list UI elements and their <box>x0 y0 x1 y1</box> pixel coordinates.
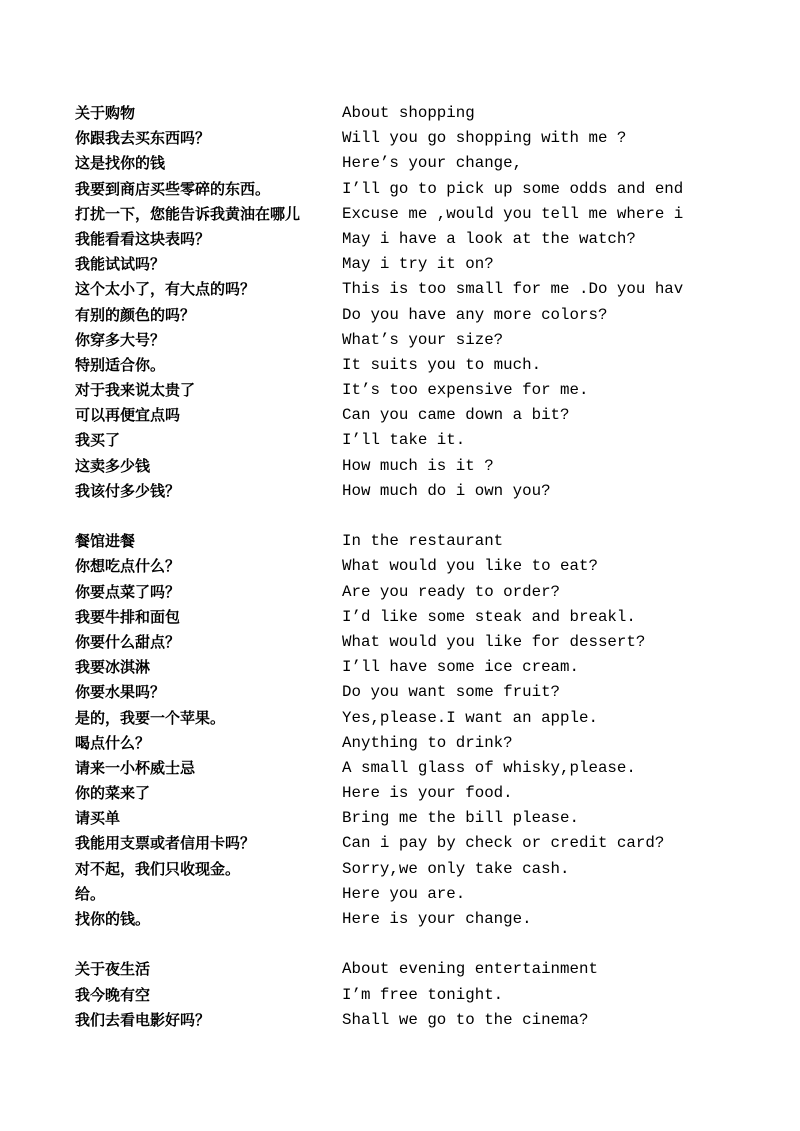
chinese-phrase: 这是找你的钱 <box>75 154 166 173</box>
english-phrase: How much is it ? <box>342 456 494 475</box>
chinese-phrase: 你要点菜了吗？ <box>75 582 181 601</box>
section-heading <box>75 957 685 982</box>
section-spacer <box>75 504 685 529</box>
chinese-phrase: 你跟我去买东西吗？ <box>75 129 211 148</box>
english-phrase: Here’s your change, <box>342 154 523 173</box>
chinese-phrase: 你穿多大号？ <box>75 330 166 349</box>
phrase-row <box>75 630 685 655</box>
english-phrase: How much do i own you? <box>342 481 551 500</box>
section-evening-entertainment <box>75 957 685 1033</box>
phrase-row <box>75 806 685 831</box>
english-phrase: It suits you to much. <box>342 355 542 374</box>
phrase-row <box>75 151 685 176</box>
english-heading: About shopping <box>342 104 475 122</box>
phrase-row <box>75 605 685 630</box>
english-phrase: Do you want some fruit? <box>342 683 561 702</box>
english-phrase: Sorry,we only take cash. <box>342 859 570 878</box>
chinese-heading: 关于购物 <box>75 104 136 122</box>
phrase-row <box>75 202 685 227</box>
section-heading <box>75 101 685 126</box>
phrase-row <box>75 403 685 428</box>
chinese-phrase: 我能用支票或者信用卡吗？ <box>75 834 256 853</box>
english-phrase: Are you ready to order? <box>342 582 561 601</box>
phrase-row <box>75 554 685 579</box>
phrase-row <box>75 126 685 151</box>
phrase-row <box>75 479 685 504</box>
phrase-row <box>75 857 685 882</box>
phrase-row <box>75 580 685 605</box>
english-phrase: I’m free tonight. <box>342 985 504 1004</box>
phrase-row <box>75 277 685 302</box>
phrase-row <box>75 831 685 856</box>
english-phrase: This is too small for me .Do you hav <box>342 280 684 299</box>
phrase-row <box>75 706 685 731</box>
phrase-row <box>75 252 685 277</box>
chinese-phrase: 我要到商店买些零碎的东西。 <box>75 179 271 198</box>
english-phrase: What would you like for dessert? <box>342 632 646 651</box>
phrase-row <box>75 454 685 479</box>
chinese-phrase: 你的菜来了 <box>75 784 151 803</box>
english-phrase: Bring me the bill please. <box>342 809 579 828</box>
english-phrase: May i have a look at the watch? <box>342 229 636 248</box>
english-phrase: What would you like to eat? <box>342 557 598 576</box>
phrase-row <box>75 1008 685 1033</box>
chinese-phrase: 特别适合你。 <box>75 355 166 374</box>
chinese-heading: 餐馆进餐 <box>75 532 136 551</box>
english-heading: In the restaurant <box>342 532 504 551</box>
phrase-row <box>75 781 685 806</box>
phrase-row <box>75 177 685 202</box>
section-heading <box>75 529 685 554</box>
chinese-phrase: 我要冰淇淋 <box>75 658 151 677</box>
english-phrase: I’ll take it. <box>342 431 466 450</box>
phrase-row <box>75 378 685 403</box>
english-phrase: Excuse me ,would you tell me where i <box>342 204 684 223</box>
chinese-phrase: 对于我来说太贵了 <box>75 381 196 400</box>
english-phrase: Do you have any more colors? <box>342 305 608 324</box>
chinese-phrase: 你要水果吗？ <box>75 683 166 702</box>
chinese-phrase: 我们去看电影好吗？ <box>75 1010 211 1029</box>
phrase-row <box>75 907 685 932</box>
chinese-phrase: 对不起，我们只收现金。 <box>75 859 241 878</box>
english-phrase: May i try it on? <box>342 255 494 274</box>
chinese-phrase: 我能看看这块表吗？ <box>75 229 211 248</box>
section-spacer <box>75 932 685 957</box>
chinese-phrase: 我今晚有空 <box>75 985 151 1004</box>
phrase-row <box>75 428 685 453</box>
phrase-list <box>75 101 685 1033</box>
phrase-row <box>75 680 685 705</box>
section-restaurant <box>75 529 685 932</box>
chinese-phrase: 可以再便宜点吗 <box>75 406 181 425</box>
english-phrase: Yes,please.I want an apple. <box>342 708 598 727</box>
phrase-row <box>75 227 685 252</box>
phrase-row <box>75 353 685 378</box>
chinese-phrase: 打扰一下，您能告诉我黄油在哪儿 <box>75 204 301 223</box>
chinese-phrase: 请来一小杯威士忌 <box>75 758 196 777</box>
phrase-row <box>75 731 685 756</box>
english-phrase: I’d like some steak and breakl. <box>342 607 636 626</box>
english-phrase: Can i pay by check or credit card? <box>342 834 665 853</box>
chinese-phrase: 这卖多少钱 <box>75 456 151 475</box>
chinese-phrase: 喝点什么？ <box>75 733 151 752</box>
chinese-phrase: 这个太小了，有大点的吗？ <box>75 280 256 299</box>
chinese-phrase: 是的，我要一个苹果。 <box>75 708 226 727</box>
chinese-phrase: 你想吃点什么？ <box>75 557 181 576</box>
phrase-row <box>75 882 685 907</box>
chinese-phrase: 我要牛排和面包 <box>75 607 181 626</box>
english-phrase: Will you go shopping with me ? <box>342 129 627 148</box>
section-shopping <box>75 101 685 504</box>
english-phrase: Here is your food. <box>342 784 513 803</box>
english-phrase: Here you are. <box>342 884 466 903</box>
chinese-phrase: 给。 <box>75 884 106 903</box>
chinese-phrase: 有别的颜色的吗？ <box>75 305 196 324</box>
chinese-phrase: 我该付多少钱？ <box>75 481 181 500</box>
chinese-phrase: 找你的钱。 <box>75 910 151 928</box>
phrase-row <box>75 328 685 353</box>
english-phrase: Anything to drink? <box>342 733 513 752</box>
chinese-phrase: 我买了 <box>75 431 121 450</box>
english-heading: About evening entertainment <box>342 960 598 979</box>
english-phrase: What’s your size? <box>342 330 504 349</box>
english-phrase: Here is your change. <box>342 910 532 928</box>
phrase-row <box>75 756 685 781</box>
chinese-phrase: 我能试试吗？ <box>75 255 166 274</box>
chinese-phrase: 请买单 <box>75 809 121 828</box>
phrase-row <box>75 983 685 1008</box>
english-phrase: A small glass of whisky,please. <box>342 758 636 777</box>
english-phrase: I’ll go to pick up some odds and end <box>342 179 684 198</box>
chinese-phrase: 你要什么甜点？ <box>75 632 181 651</box>
english-phrase: I’ll have some ice cream. <box>342 658 579 677</box>
english-phrase: It’s too expensive for me. <box>342 381 589 400</box>
english-phrase: Shall we go to the cinema? <box>342 1010 589 1029</box>
chinese-heading: 关于夜生活 <box>75 960 151 979</box>
phrase-row <box>75 303 685 328</box>
english-phrase: Can you came down a bit? <box>342 406 570 425</box>
phrase-row <box>75 655 685 680</box>
